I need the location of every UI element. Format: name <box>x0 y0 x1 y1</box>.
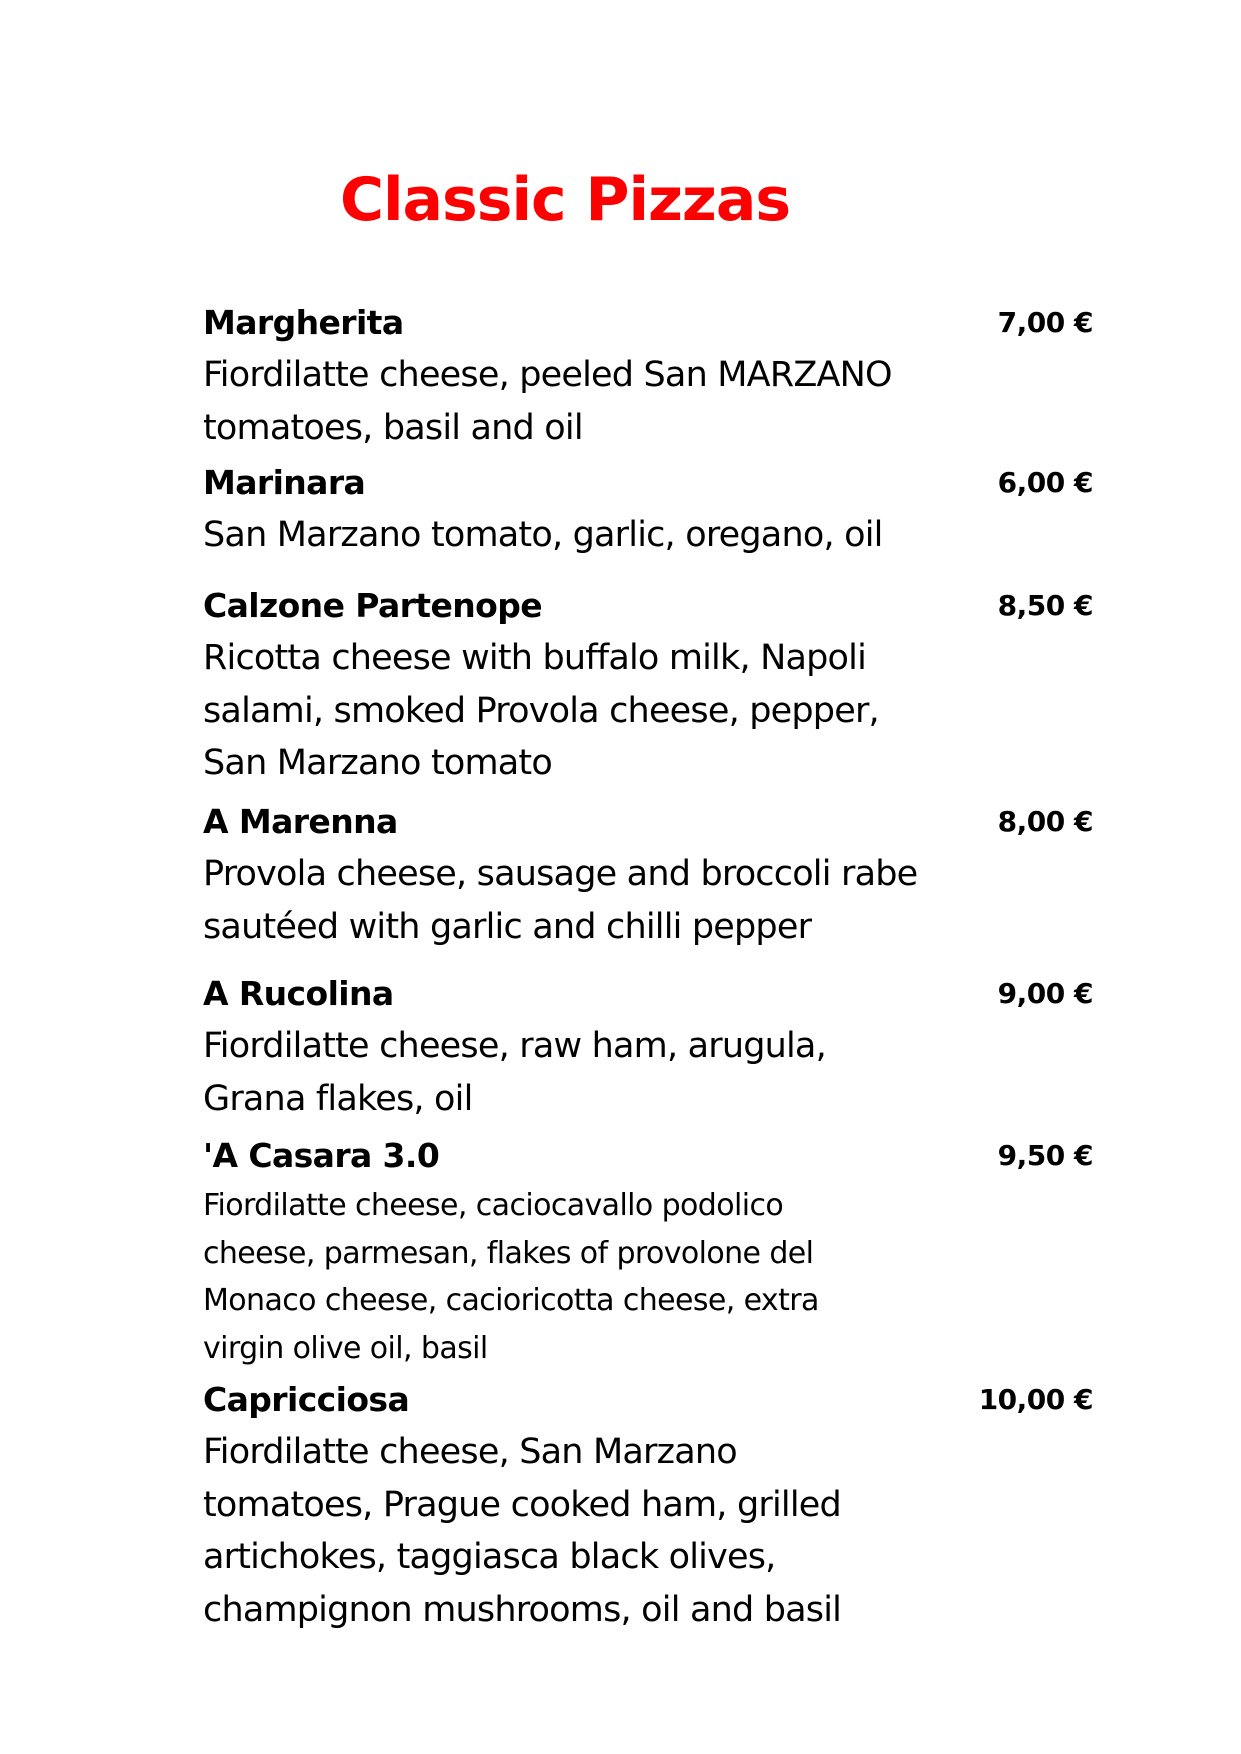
item-price: 9,00 € <box>997 977 1093 1010</box>
item-description: Fiordilatte cheese, San Marzano tomatoes, Prague cooked ham, grilled artichokes, taggiasca black olives, champignon mushrooms, oil and basil <box>203 1432 842 1630</box>
item-price: 6,00 € <box>997 466 1093 499</box>
item-name: Marinara <box>203 463 366 502</box>
item-price: 8,00 € <box>997 805 1093 838</box>
item-description: Fiordilatte cheese, peeled San MARZANO tomatoes, basil and oil <box>203 355 892 448</box>
item-description: Fiordilatte cheese, caciocavallo podolico cheese, parmesan, flakes of provolone del Monaco cheese, cacioricotta cheese, extra virgin olive oil, basil <box>203 1188 819 1366</box>
item-name: A Marenna <box>203 802 398 841</box>
item-name: 'A Casara 3.0 <box>203 1136 440 1175</box>
item-price: 8,50 € <box>997 589 1093 622</box>
item-name: Margherita <box>203 303 404 342</box>
item-description: Provola cheese, sausage and broccoli rabe sautéed with garlic and chilli pepper <box>203 854 918 947</box>
item-description: San Marzano tomato, garlic, oregano, oil <box>203 515 883 555</box>
item-name: A Rucolina <box>203 974 394 1013</box>
item-price: 9,50 € <box>997 1139 1093 1172</box>
item-name: Calzone Partenope <box>203 586 543 625</box>
item-price: 7,00 € <box>997 306 1093 339</box>
item-description: Fiordilatte cheese, raw ham, arugula, Grana flakes, oil <box>203 1026 826 1119</box>
item-description: Ricotta cheese with buffalo milk, Napoli salami, smoked Provola cheese, pepper, San Marzano tomato <box>203 638 879 783</box>
item-price: 10,00 € <box>978 1383 1093 1416</box>
page-title: Classic Pizzas <box>339 165 791 235</box>
item-name: Capricciosa <box>203 1380 410 1419</box>
